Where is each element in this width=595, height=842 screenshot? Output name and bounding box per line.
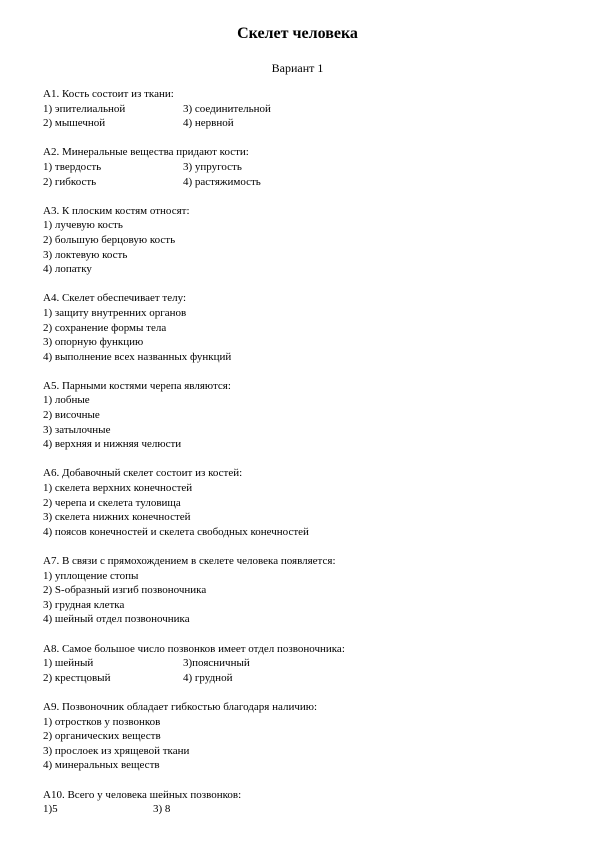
answer-option: 3) локтевую кость [43,248,128,261]
answer-option: 2) S-образный изгиб позвоночника [43,584,207,597]
answer-row [43,423,563,438]
answer-option: 3) прослоек из хрящевой ткани [43,744,190,757]
answer-row [43,598,563,613]
answer-option: 1) отростков у позвонков [43,715,161,728]
answer-row [43,248,563,263]
answer-row [43,715,563,730]
answer-row [43,481,563,496]
answer-row [43,393,563,408]
answer-row [43,656,563,671]
answer-row [43,802,563,817]
answer-option: 4) минеральных веществ [43,759,160,772]
page-title: Скелет человека [237,25,358,42]
answer-row [43,758,563,773]
question-4 [43,291,563,364]
answer-option: 4) верхняя и нижняя челюсти [43,438,182,451]
answer-row [43,175,563,190]
answer-option: 4) растяжимость [183,175,261,188]
answer-option: 4) лопатку [43,263,92,276]
question-text: А5. Парными костями черепа являются: [43,379,231,392]
answer-option: 1) скелета верхних конечностей [43,482,193,495]
answer-option: 2) органических веществ [43,730,161,743]
answer-row [43,510,563,525]
answer-option: 1) эпителиальной [43,102,126,115]
answer-option: 2) большую берцовую кость [43,233,176,246]
answer-row [43,350,563,365]
question-text: А3. К плоским костям относят: [43,204,190,217]
question-text: А8. Самое большое число позвонков имеет отдел позвоночника: [43,642,345,655]
answer-option: 3) соединительной [183,102,271,115]
question-5 [43,379,563,452]
answer-row [43,569,563,584]
answer-option: 1) лобные [43,394,90,407]
question-text: А6. Добавочный скелет состоит из костей: [43,467,243,480]
answer-option: 1) шейный [43,657,94,670]
answer-row [43,525,563,540]
answer-row [43,408,563,423]
answer-option: 4) шейный отдел позвоночника [43,613,190,626]
question-text: А2. Минеральные вещества придают кости: [43,146,249,159]
answer-option: 3) скелета нижних конечностей [43,511,191,524]
question-8 [43,642,563,686]
answer-option: 3) грудная клетка [43,598,125,611]
answer-option: 2) височные [43,409,100,422]
answer-row [43,306,563,321]
answer-row [43,160,563,175]
answer-option: 2) крестцовый [43,671,111,684]
answer-option: 4) поясов конечностей и скелета свободных конечностей [43,525,309,538]
answer-row [43,583,563,598]
answer-option: 3) затылочные [43,423,111,436]
question-3 [43,204,563,277]
answer-row [43,729,563,744]
question-6 [43,466,563,539]
answer-option: 1) твердость [43,160,102,173]
answer-option: 2) гибкость [43,175,97,188]
answer-row [43,262,563,277]
answer-row [43,116,563,131]
answer-row [43,671,563,686]
question-text: А9. Позвоночник обладает гибкостью благодаря наличию: [43,700,318,713]
answer-row [43,744,563,759]
answer-option: 2) черепа и скелета туловища [43,496,181,509]
answer-option: 4) грудной [183,671,233,684]
answer-row [43,335,563,350]
answer-option: 3) опорную функцию [43,336,144,349]
question-list [43,87,563,817]
question-7 [43,554,563,627]
answer-row [43,102,563,117]
answer-option: 1) защиту внутренних органов [43,306,187,319]
question-text: А1. Кость состоит из ткани: [43,88,174,100]
answer-option: 2) мышечной [43,117,106,130]
answer-row [43,321,563,336]
answer-option: 3) упругость [183,160,242,173]
answer-option: 1) уплощение стопы [43,569,139,582]
answer-option: 3) 8 [153,803,171,816]
answer-option: 1)5 [43,803,58,816]
answer-row [43,233,563,248]
question-2 [43,145,563,189]
variant-label: Вариант 1 [271,61,324,75]
question-text: А10. Всего у человека шейных позвонков: [43,788,242,801]
answer-row [43,437,563,452]
question-10 [43,788,563,817]
answer-option: 3)поясничный [183,657,250,670]
answer-row [43,496,563,511]
answer-option: 2) сохранение формы тела [43,321,167,334]
answer-row [43,218,563,233]
question-1 [43,87,563,131]
answer-option: 4) выполнение всех названных функций [43,350,232,363]
answer-option: 1) лучевую кость [43,219,123,232]
question-9 [43,700,563,773]
answer-option: 4) нервной [183,117,234,130]
answer-row [43,612,563,627]
question-text: А7. В связи с прямохождением в скелете человека появляется: [43,555,336,567]
question-text: А4. Скелет обеспечивает телу: [43,292,187,305]
